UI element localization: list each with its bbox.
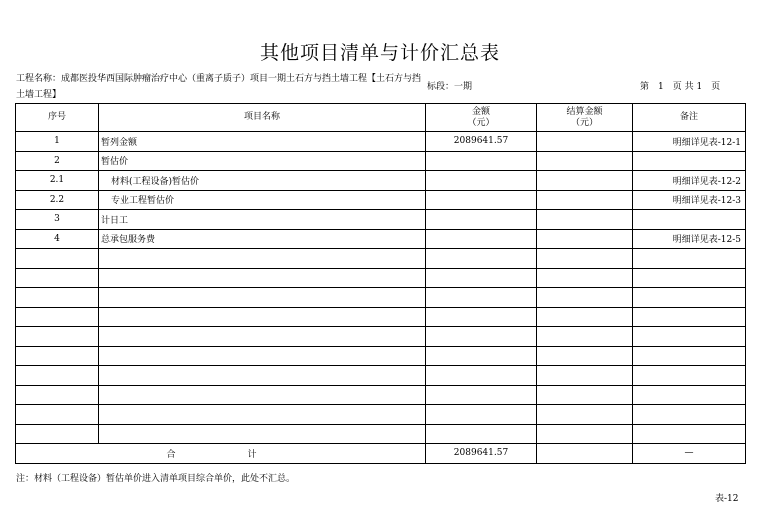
empty-cell [537, 385, 633, 405]
row-name [99, 151, 426, 171]
empty-cell [99, 307, 426, 327]
empty-cell [16, 288, 99, 308]
row-name-text: 暂估价 [101, 157, 129, 168]
empty-cell [99, 405, 426, 425]
empty-cell [426, 405, 537, 425]
row-settle [537, 190, 633, 210]
empty-cell [426, 366, 537, 386]
empty-cell [99, 385, 426, 405]
empty-cell [16, 385, 99, 405]
project-name: 工程名称：成都医投华西国际肿瘤治疗中心（重离子质子）项目一期土石方与挡土墙工程【土石方与挡土墙工程】 [16, 74, 422, 100]
row-note: 明细详见表-12-3 [633, 190, 746, 210]
total-amount: 2089641.57 [426, 444, 537, 464]
table-row-empty [16, 288, 746, 308]
empty-cell [633, 366, 746, 386]
table-row-empty [16, 405, 746, 425]
form-number: 表-12 [715, 494, 739, 504]
empty-cell [426, 249, 537, 269]
empty-cell [537, 346, 633, 366]
table-row-empty [16, 424, 746, 444]
table-row-empty [16, 346, 746, 366]
row-note: 明细详见表-12-1 [633, 132, 746, 152]
table-body [16, 132, 746, 464]
table-row-empty [16, 307, 746, 327]
empty-cell [537, 405, 633, 425]
row-amount [426, 210, 537, 230]
empty-cell [99, 288, 426, 308]
empty-cell [537, 327, 633, 347]
empty-cell [426, 346, 537, 366]
empty-cell [16, 327, 99, 347]
row-amount [426, 151, 537, 171]
row-seq: 2.2 [16, 190, 99, 210]
empty-cell [426, 268, 537, 288]
row-settle [537, 132, 633, 152]
row-name [99, 190, 426, 210]
row-name-text: 材料(工程设备)暂估价 [111, 176, 200, 187]
row-amount [426, 171, 537, 191]
header-name: 项目名称 [99, 104, 426, 132]
row-amount [426, 229, 537, 249]
table-row [16, 229, 746, 249]
table-row-empty [16, 327, 746, 347]
empty-cell [633, 249, 746, 269]
table-header-row [16, 104, 746, 132]
total-settle [537, 444, 633, 464]
row-name [99, 171, 426, 191]
row-name-text: 专业工程暂估价 [111, 196, 175, 207]
empty-cell [99, 424, 426, 444]
empty-cell [633, 268, 746, 288]
empty-cell [537, 288, 633, 308]
row-note [633, 151, 746, 171]
empty-cell [426, 327, 537, 347]
row-name [99, 132, 426, 152]
total-note: — [633, 444, 746, 464]
row-seq: 2.1 [16, 171, 99, 191]
section-label: 标段：一期 [427, 82, 473, 92]
empty-cell [633, 327, 746, 347]
header-settle-line2: （元） [570, 117, 598, 128]
empty-cell [537, 424, 633, 444]
empty-cell [426, 288, 537, 308]
empty-cell [99, 249, 426, 269]
row-note: 明细详见表-12-2 [633, 171, 746, 191]
empty-cell [537, 366, 633, 386]
row-note: 明细详见表-12-5 [633, 229, 746, 249]
empty-cell [633, 346, 746, 366]
row-name [99, 210, 426, 230]
empty-cell [426, 307, 537, 327]
empty-cell [426, 424, 537, 444]
empty-cell [16, 268, 99, 288]
row-seq: 2 [16, 151, 99, 171]
empty-cell [16, 405, 99, 425]
row-settle [537, 151, 633, 171]
table-row-empty [16, 366, 746, 386]
empty-cell [537, 249, 633, 269]
table-row [16, 210, 746, 230]
empty-cell [16, 307, 99, 327]
empty-cell [16, 249, 99, 269]
total-row [16, 444, 746, 464]
header-seq: 序号 [16, 104, 99, 132]
empty-cell [16, 366, 99, 386]
empty-cell [99, 366, 426, 386]
header-settle [537, 104, 633, 132]
row-seq: 4 [16, 229, 99, 249]
summary-table [15, 103, 746, 464]
row-seq: 3 [16, 210, 99, 230]
table-row [16, 132, 746, 152]
row-name [99, 229, 426, 249]
row-name-text: 总承包服务费 [101, 235, 156, 246]
page-title: 其他项目清单与计价汇总表 [259, 42, 500, 64]
row-amount: 2089641.57 [426, 132, 537, 152]
row-name-text: 计日工 [101, 215, 129, 226]
header-amount-line2: （元） [467, 117, 495, 128]
empty-cell [633, 424, 746, 444]
table-row-empty [16, 249, 746, 269]
table-row [16, 171, 746, 191]
table-row-empty [16, 385, 746, 405]
header-settle-line1: 结算金额 [566, 106, 603, 117]
row-note [633, 210, 746, 230]
empty-cell [633, 288, 746, 308]
empty-cell [99, 327, 426, 347]
empty-cell [16, 424, 99, 444]
empty-cell [633, 307, 746, 327]
empty-cell [16, 346, 99, 366]
footnote: 注：材料（工程设备）暂估单价进入清单项目综合单价，此处不汇总。 [16, 474, 296, 484]
empty-cell [537, 268, 633, 288]
header-note: 备注 [633, 104, 746, 132]
page-info: 第 1 页 共 1 页 [640, 82, 721, 92]
table-row [16, 190, 746, 210]
empty-cell [426, 385, 537, 405]
empty-cell [537, 307, 633, 327]
row-settle [537, 171, 633, 191]
total-label: 合 计 [16, 444, 426, 464]
row-seq: 1 [16, 132, 99, 152]
header-amount [426, 104, 537, 132]
row-name-text: 暂列金额 [101, 137, 138, 148]
table-row-empty [16, 268, 746, 288]
empty-cell [633, 385, 746, 405]
row-amount [426, 190, 537, 210]
empty-cell [99, 268, 426, 288]
row-settle [537, 210, 633, 230]
empty-cell [99, 346, 426, 366]
header-amount-line1: 金额 [471, 106, 490, 117]
row-settle [537, 229, 633, 249]
empty-cell [633, 405, 746, 425]
table-row [16, 151, 746, 171]
